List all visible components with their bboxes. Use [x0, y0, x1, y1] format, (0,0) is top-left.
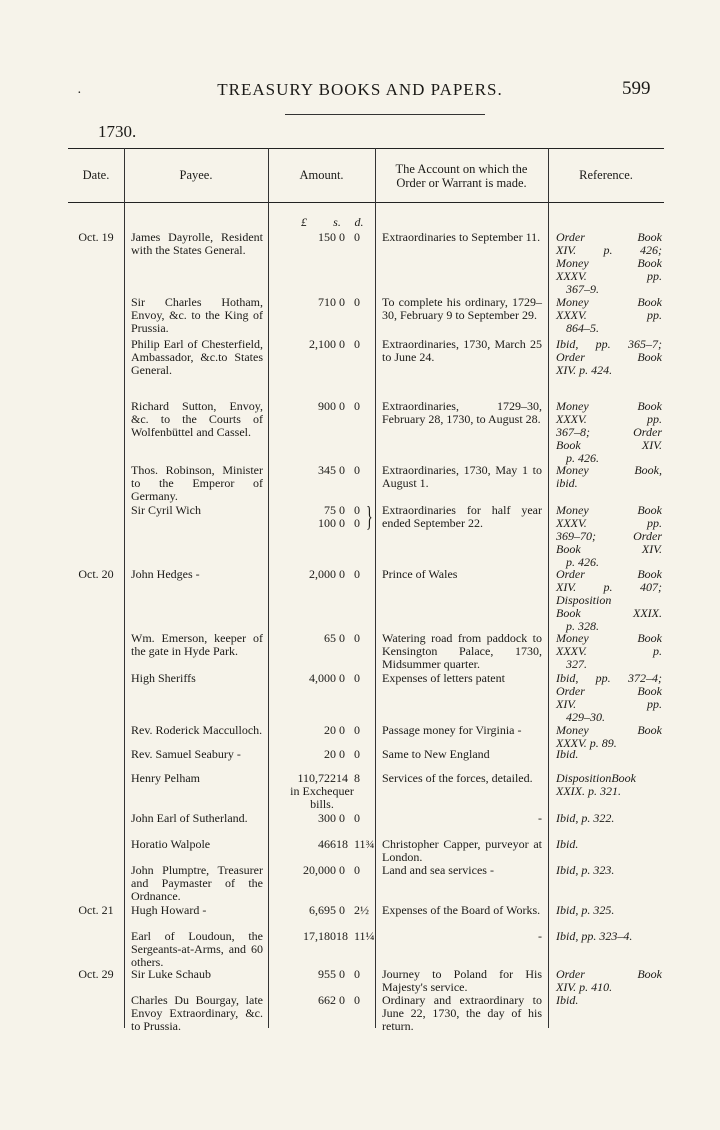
row-reference	[556, 672, 662, 724]
row-payee: Philip Earl of Chesterfield, Ambassador, &c.to States General.	[131, 337, 263, 377]
amount-pounds: 20	[324, 723, 336, 737]
reference-line: 369–70; Order	[556, 529, 662, 543]
row-payee: John Hedges -	[131, 567, 200, 581]
row-account: Extraordinaries to September 11.	[382, 230, 541, 244]
row-account: Christopher Capper, purveyor at London.	[382, 837, 542, 864]
amount-shillings: 0	[339, 337, 345, 351]
reference-line: 429–30.	[566, 710, 605, 724]
reference-line: XIV. p. 426;	[556, 243, 662, 257]
amount-shillings: 0	[339, 863, 345, 877]
amount-line	[276, 338, 374, 351]
column-header-account-line1: The Account on which the	[395, 162, 528, 176]
reference-line: Ibid.	[556, 993, 579, 1007]
row-reference	[556, 904, 662, 917]
row-account: Prince of Wales	[382, 567, 458, 581]
row-account: Watering road from paddock to Kensington Palace, 1730, Midsummer quarter.	[382, 631, 542, 671]
amount-shillings: 18	[336, 929, 348, 943]
amount-shillings: 0	[339, 723, 345, 737]
amount-pence: 0	[354, 747, 360, 761]
reference-line: Order Book	[556, 567, 662, 581]
row-reference	[556, 930, 662, 943]
row-payee: John Earl of Sutherland.	[131, 811, 248, 825]
row-amount	[276, 724, 374, 737]
row-amount	[276, 904, 374, 917]
row-reference	[556, 338, 662, 377]
column-header-account-line2: Order or Warrant is made.	[396, 176, 527, 190]
amount-pounds: 150	[318, 230, 336, 244]
amount-pence: 0	[354, 723, 360, 737]
row-reference	[556, 994, 662, 1007]
amount-pence: 0	[354, 671, 360, 685]
reference-line: Money Book	[556, 295, 662, 309]
amount-shillings: 0	[339, 567, 345, 581]
amount-pounds: 17,180	[303, 929, 336, 943]
page-title: TREASURY BOOKS AND PAPERS.	[217, 80, 503, 99]
row-date: Oct. 20	[78, 567, 114, 581]
amount-pounds: 955	[318, 967, 336, 981]
column-header-payee: Payee.	[179, 168, 213, 182]
row-amount	[276, 772, 374, 811]
amount-shillings: 0	[339, 747, 345, 761]
amount-note: in Exchequer	[290, 784, 354, 798]
row-amount	[276, 568, 374, 581]
amount-shillings: 0	[339, 503, 345, 517]
ledger-table	[68, 148, 664, 1033]
amount-pounds: 20,000	[303, 863, 336, 877]
amount-shillings: 0	[339, 516, 345, 530]
amount-pence: 8	[354, 771, 360, 785]
row-reference	[556, 748, 662, 761]
column-header-reference: Reference.	[579, 168, 633, 182]
amount-pounds: 345	[318, 463, 336, 477]
amount-shillings: 0	[339, 967, 345, 981]
row-amount	[276, 632, 374, 645]
amount-pounds: 466	[318, 837, 336, 851]
row-amount	[276, 812, 374, 825]
running-head	[0, 80, 720, 104]
amount-pence: 11¾	[354, 837, 375, 851]
amount-shillings: 0	[339, 903, 345, 917]
amount-pence: 0	[354, 295, 360, 309]
table-header-rule	[68, 202, 664, 203]
row-reference	[556, 772, 662, 798]
row-payee: Hugh Howard -	[131, 903, 207, 917]
reference-line: Money Book	[556, 631, 662, 645]
row-amount	[276, 400, 374, 413]
amount-line	[276, 632, 374, 645]
amount-pence: 0	[354, 230, 360, 244]
row-payee: Earl of Loudoun, the Sergeants-at-Arms, and 60 others.	[131, 929, 263, 969]
amount-shillings: 0	[339, 631, 345, 645]
reference-line: Book XXIX.	[556, 606, 662, 620]
amount-pence: 0	[354, 337, 360, 351]
reference-line: 864–5.	[566, 321, 599, 335]
reference-line: Book XIV.	[556, 542, 662, 556]
reference-line: Order Book	[556, 350, 662, 364]
reference-line: Order Book	[556, 684, 662, 698]
row-account: -	[538, 811, 542, 825]
row-amount	[276, 672, 374, 685]
amount-shillings: 0	[339, 811, 345, 825]
reference-line: Order Book	[556, 967, 662, 981]
row-payee: Sir Charles Hotham, Envoy, &c. to the King of Prussia.	[131, 295, 263, 335]
row-account: Extraordinaries, 1729–30, February 28, 1730, to August 28.	[382, 399, 542, 426]
amount-line	[276, 838, 374, 851]
reference-line: XXXV. pp.	[556, 308, 662, 322]
row-payee: John Plumptre, Treasurer and Paymaster of the Ordnance.	[131, 863, 263, 903]
row-reference	[556, 568, 662, 633]
amount-shillings: 18	[336, 837, 348, 851]
reference-line: Money Book	[556, 256, 662, 270]
amount-note: bills.	[310, 797, 334, 811]
row-amount	[276, 864, 374, 877]
row-date: Oct. 21	[78, 903, 114, 917]
reference-line: XXXV. pp.	[556, 412, 662, 426]
row-date: Oct. 19	[78, 230, 114, 244]
amount-shillings: 0	[339, 230, 345, 244]
row-reference	[556, 231, 662, 296]
row-account: Expenses of letters patent	[382, 671, 505, 685]
amount-pounds: 662	[318, 993, 336, 1007]
row-reference	[556, 504, 662, 569]
reference-line: XIV. p. 410.	[556, 980, 613, 994]
amount-pence: 11¼	[354, 929, 375, 943]
amount-pounds: 6,695	[309, 903, 336, 917]
row-account: Journey to Poland for His Majesty's service.	[382, 967, 542, 994]
amount-pounds: 20	[324, 747, 336, 761]
row-reference	[556, 464, 662, 490]
amount-pence: 0	[354, 503, 360, 517]
row-account: Extraordinaries, 1730, March 25 to June 24.	[382, 337, 542, 364]
amount-pounds: 710	[318, 295, 336, 309]
amount-line	[276, 724, 374, 737]
amount-line	[276, 400, 374, 413]
reference-line: p. 328.	[566, 619, 599, 633]
amount-line	[276, 812, 374, 825]
row-account: Services of the forces, detailed.	[382, 771, 533, 785]
row-reference	[556, 838, 662, 851]
row-account: To complete his ordinary, 1729–30, February 9 to September 29.	[382, 295, 542, 322]
row-payee: Horatio Walpole	[131, 837, 211, 851]
reference-line: Ibid, pp. 323–4.	[556, 929, 633, 943]
row-amount	[276, 338, 374, 351]
page-number: 599	[622, 78, 651, 99]
column-header-amount: Amount.	[299, 168, 344, 182]
column-header-date: Date.	[82, 168, 110, 182]
row-amount	[276, 231, 374, 244]
reference-line: Ibid.	[556, 747, 579, 761]
reference-line: XXXV. pp.	[556, 269, 662, 283]
amount-pence: 0	[354, 631, 360, 645]
reference-line: XXXV. p. 89.	[556, 736, 617, 750]
amount-pounds: 75	[324, 503, 336, 517]
row-date: Oct. 29	[78, 967, 114, 981]
reference-line: XIV. p. 424.	[556, 363, 613, 377]
reference-line: XXXV. p.	[556, 644, 662, 658]
amount-pounds: 4,000	[309, 671, 336, 685]
reference-line: p. 426.	[566, 555, 599, 569]
row-account: Ordinary and extraordinary to June 22, 1730, the day of his return.	[382, 993, 542, 1033]
amount-pounds: 110,722	[297, 771, 336, 785]
row-amount	[276, 296, 374, 309]
row-account: -	[538, 929, 542, 943]
amount-line	[276, 517, 374, 530]
amount-line	[276, 930, 374, 943]
amount-line	[276, 231, 374, 244]
amount-pence: 0	[354, 463, 360, 477]
row-reference	[556, 400, 662, 465]
unit-pounds: £	[301, 215, 307, 229]
reference-line: ibid.	[556, 476, 578, 490]
row-reference	[556, 812, 662, 825]
title-rule	[285, 114, 485, 115]
row-payee: James Dayrolle, Resident with the States General.	[131, 230, 263, 257]
amount-pence: 0	[354, 993, 360, 1007]
row-payee: Charles Du Bourgay, late Envoy Extraordinary, &c. to Prussia.	[131, 993, 263, 1033]
row-payee: Henry Pelham	[131, 771, 200, 785]
amount-pence: 2½	[354, 903, 369, 917]
row-payee: Richard Sutton, Envoy, &c. to the Courts of Wolfenbüttel and Cassel.	[131, 399, 263, 439]
amount-pounds: 300	[318, 811, 336, 825]
amount-line	[276, 748, 374, 761]
row-account: Extraordinaries, 1730, May 1 to August 1.	[382, 463, 542, 490]
row-amount	[276, 464, 374, 477]
row-account: Same to New England	[382, 747, 490, 761]
row-payee: Sir Cyril Wich	[131, 503, 201, 517]
column-rule	[268, 148, 269, 1028]
amount-pounds: 65	[324, 631, 336, 645]
reference-line: Ibid, p. 325.	[556, 903, 615, 917]
row-amount	[276, 994, 374, 1007]
row-payee: Rev. Samuel Seabury -	[131, 747, 241, 761]
row-account: Extraordinaries for half year ended September 22.	[382, 503, 542, 530]
row-amount	[276, 748, 374, 761]
amount-pence: 0	[354, 399, 360, 413]
amount-pounds: 900	[318, 399, 336, 413]
reference-line: Money Book	[556, 723, 662, 737]
amount-brace: }	[366, 502, 373, 533]
row-reference	[556, 632, 662, 671]
amount-shillings: 0	[339, 671, 345, 685]
row-payee: Rev. Roderick Macculloch.	[131, 723, 263, 737]
reference-line: Money Book	[556, 399, 662, 413]
amount-line	[276, 568, 374, 581]
reference-line: Money Book,	[556, 463, 662, 477]
amount-line	[276, 864, 374, 877]
row-reference	[556, 864, 662, 877]
reference-line: Ibid, p. 322.	[556, 811, 615, 825]
unit-pence: d.	[354, 215, 364, 229]
reference-line: p. 426.	[566, 451, 599, 465]
amount-shillings: 0	[339, 399, 345, 413]
reference-line: 367–9.	[566, 282, 599, 296]
amount-pounds: 2,000	[309, 567, 336, 581]
amount-pence: 0	[354, 863, 360, 877]
unit-shillings: s.	[333, 215, 341, 229]
amount-line	[276, 672, 374, 685]
reference-line: Ibid, p. 323.	[556, 863, 615, 877]
reference-line: Ibid.	[556, 837, 579, 851]
reference-line: Ibid, pp. 372–4;	[556, 671, 662, 685]
row-amount	[276, 502, 374, 533]
amount-line	[276, 968, 374, 981]
amount-shillings: 0	[339, 993, 345, 1007]
reference-line: XXIX. p. 321.	[556, 784, 621, 798]
row-payee: Sir Luke Schaub	[131, 967, 211, 981]
amount-line	[276, 772, 374, 785]
reference-line: Book XIV.	[556, 438, 662, 452]
row-reference	[556, 968, 662, 994]
amount-line	[276, 296, 374, 309]
row-amount	[276, 838, 374, 851]
amount-pence: 0	[354, 967, 360, 981]
row-payee: Wm. Emerson, keeper of the gate in Hyde Park.	[131, 631, 263, 658]
reference-line: Ibid, pp. 365–7;	[556, 337, 662, 351]
column-rule	[124, 148, 125, 1028]
row-amount	[276, 930, 374, 943]
row-reference	[556, 296, 662, 335]
row-amount	[276, 968, 374, 981]
reference-line: 327.	[566, 657, 587, 671]
amount-shillings: 14	[336, 771, 348, 785]
amount-line	[276, 994, 374, 1007]
reference-line: XIV. pp.	[556, 697, 662, 711]
reference-line: XIV. p. 407;	[556, 580, 662, 594]
row-payee: High Sheriffs	[131, 671, 196, 685]
row-account: Land and sea services -	[382, 863, 494, 877]
column-header-account	[375, 162, 548, 190]
year-heading: 1730.	[98, 122, 137, 141]
amount-shillings: 0	[339, 295, 345, 309]
amount-line	[276, 904, 374, 917]
column-rule	[375, 148, 376, 1028]
amount-line	[276, 464, 374, 477]
amount-pounds: 2,100	[309, 337, 336, 351]
running-head-dot: ·	[77, 86, 82, 101]
row-payee: Thos. Robinson, Minister to the Emperor of Germany.	[131, 463, 263, 503]
column-rule	[548, 148, 549, 1028]
row-account: Passage money for Virginia -	[382, 723, 522, 737]
amount-shillings: 0	[339, 463, 345, 477]
reference-line: Disposition	[556, 593, 612, 607]
reference-line: XXXV. pp.	[556, 516, 662, 530]
table-top-rule	[68, 148, 664, 149]
reference-line: 367–8; Order	[556, 425, 662, 439]
amount-pounds: 100	[318, 516, 336, 530]
amount-pence: 0	[354, 516, 360, 530]
amount-pence: 0	[354, 811, 360, 825]
reference-line: DispositionBook	[556, 771, 636, 785]
row-account: Expenses of the Board of Works.	[382, 903, 541, 917]
reference-line: Order Book	[556, 230, 662, 244]
amount-pence: 0	[354, 567, 360, 581]
reference-line: Money Book	[556, 503, 662, 517]
